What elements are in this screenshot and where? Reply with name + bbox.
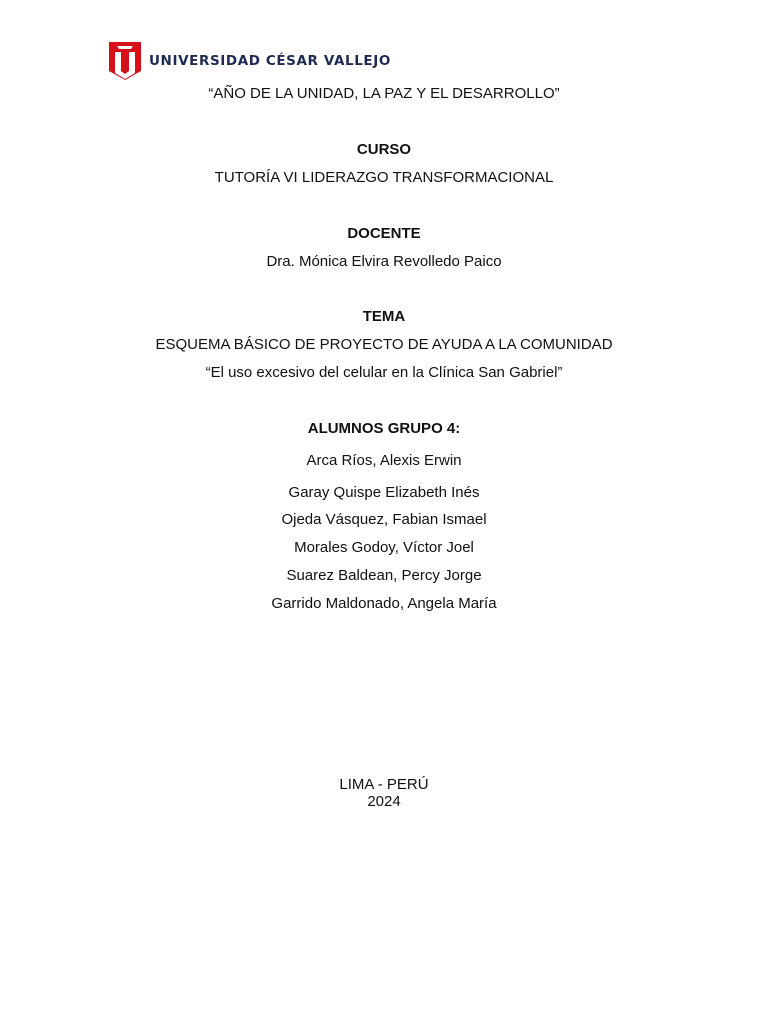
course-heading: CURSO — [356, 141, 412, 158]
student-name: Morales Godoy, Víctor Joel — [294, 539, 474, 556]
student-name: Garrido Maldonado, Angela María — [271, 595, 497, 612]
city-line: LIMA - PERÚ — [339, 776, 429, 793]
teacher-name: Dra. Mónica Elvira Revolledo Paico — [266, 253, 502, 270]
topic-subtitle: “El uso excesivo del celular en la Clínica San Gabriel” — [205, 364, 563, 381]
student-name: Garay Quispe Elizabeth Inés — [288, 484, 480, 501]
student-name: Suarez Baldean, Percy Jorge — [286, 567, 482, 584]
topic-heading: TEMA — [362, 308, 406, 325]
students-heading: ALUMNOS GRUPO 4: — [307, 420, 461, 437]
course-name: TUTORÍA VI LIDERAZGO TRANSFORMACIONAL — [214, 169, 554, 186]
year-motto: “AÑO DE LA UNIDAD, LA PAZ Y EL DESARROLLO” — [208, 85, 560, 102]
student-name: Ojeda Vásquez, Fabian Ismael — [281, 511, 487, 528]
student-name: Arca Ríos, Alexis Erwin — [306, 452, 462, 469]
teacher-heading: DOCENTE — [347, 225, 421, 242]
university-name: UNIVERSIDAD CÉSAR VALLEJO — [149, 53, 391, 69]
university-logo — [108, 41, 391, 81]
ucv-shield-icon — [108, 41, 142, 81]
topic-title: ESQUEMA BÁSICO DE PROYECTO DE AYUDA A LA COMUNIDAD — [155, 336, 613, 353]
year-line: 2024 — [367, 793, 401, 810]
